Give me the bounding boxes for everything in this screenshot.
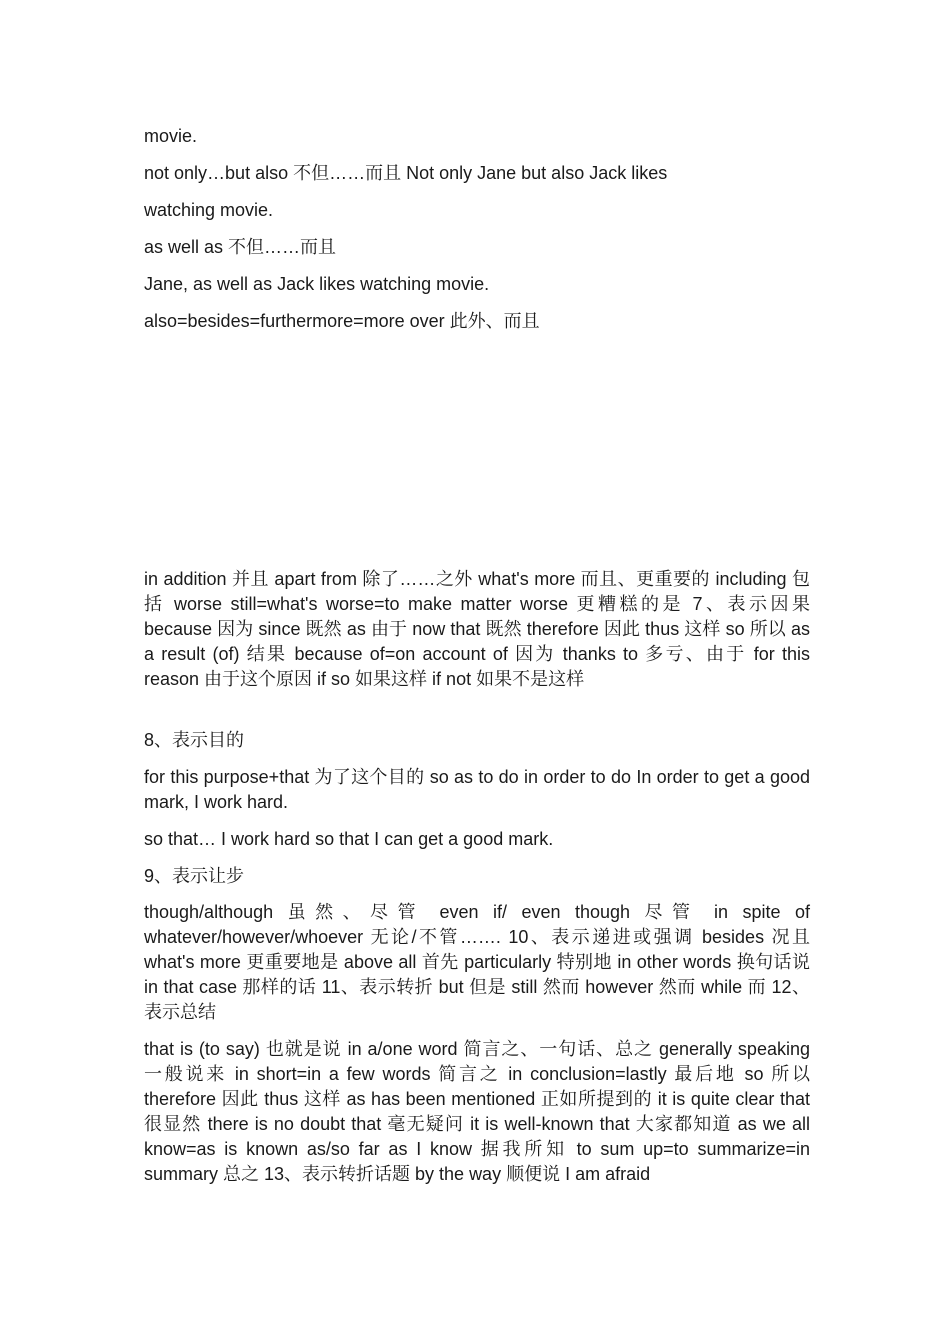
text-line-as-well-as: as well as 不但……而且 bbox=[144, 237, 337, 257]
paragraph-concession-emphasis: though/although 虽然、尽管 even if/ even though 尽管 in spite of whatever/however/whoever 无论/不管……. 10、表示递进或强调 besides 况且 what's more 更重要地是 above all 首先 particularly 特别地 in other words 换句话说 in that case 那样的话 11、表示转折 but 但是 still 然而 however 然而 while 而 12、表示总结 bbox=[144, 902, 810, 1022]
paragraph-purpose: for this purpose+that 为了这个目的 so as to do in order to do In order to get a good mark, I work hard. bbox=[144, 767, 810, 812]
paragraph-addition-cause: in addition 并且 apart from 除了……之外 what's more 而且、更重要的 including 包括 worse still=what's worse=to make matter worse 更糟糕的是 7、表示因果 because 因为 since 既然 as 由于 now that 既然 therefore 因此 thus 这样 so 所以 as a result (of) 结果 because of=on account of 因为 thanks to 多亏、由于 for this reason 由于这个原因 if so 如果这样 if not 如果不是这样 bbox=[144, 569, 810, 689]
heading-concession: 9、表示让步 bbox=[144, 866, 245, 886]
heading-purpose: 8、表示目的 bbox=[144, 730, 245, 750]
text-line-not-only: not only…but also 不但……而且 Not only Jane but also Jack likes bbox=[144, 163, 668, 183]
text-line-movie: movie. bbox=[144, 126, 198, 146]
paragraph-summary: that is (to say) 也就是说 in a/one word 简言之、一句话、总之 generally speaking 一般说来 in short=in a few words 简言之 in conclusion=lastly 最后地 so 所以 therefore 因此 thus 这样 as has been mentioned 正如所提到的 it is quite clear that 很显然 there is no doubt that 毫无疑问 it is well-known that 大家都知道 as we all know=as is known as/so far as I know 据我所知 to sum up=to summarize=in summary 总之 13、表示转折话题 by the way 顺便说 I am afraid bbox=[144, 1039, 810, 1184]
text-line-jane-example: Jane, as well as Jack likes watching movie. bbox=[144, 274, 490, 294]
text-line-also-besides: also=besides=furthermore=more over 此外、而且 bbox=[144, 311, 540, 331]
text-line-so-that: so that… I work hard so that I can get a good mark. bbox=[144, 829, 554, 849]
text-line-watching-movie: watching movie. bbox=[144, 200, 274, 220]
